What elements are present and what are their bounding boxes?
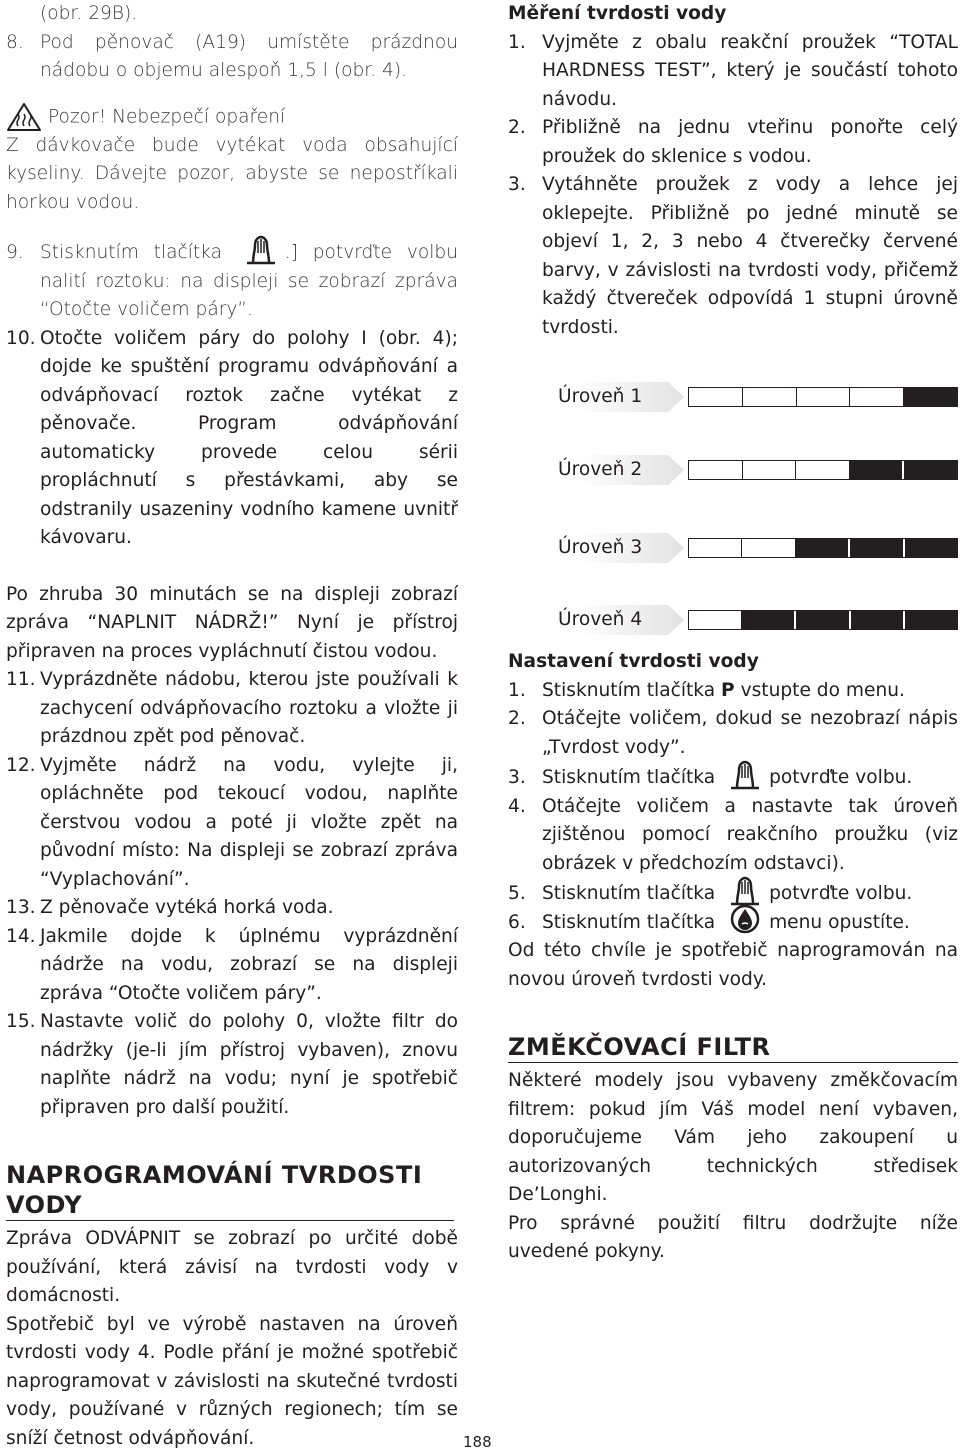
step-number: 1. [508,679,526,701]
step-text-post: potvrďte volbu. [769,883,913,904]
strip-square-filled [796,539,850,557]
paragraph-factory-setting: Spotřebič byl ve výrobě nastaven na úroveň tvrdosti vody 4. Podle přání je možné spotřebič naprogramovat v závislosti na skutečné tvrdosti vody, používané v různých regionech; tím se sníží četnost odvápňování. [6,1313,458,1449]
step-number: 3. [508,767,526,788]
level-label: Úroveň 3 [558,537,643,558]
measure-step-1 [508,29,958,115]
step-text-pre: Stisknutím tlačítka [542,679,722,701]
step-text-pre: Stisknutím tlačítka [542,767,716,788]
step-text: Vyprázdněte nádobu, kterou jste používali k zachycení odvápňovacího roztoku a vložte ji prázdnou zpět pod pěnovač. [40,669,458,747]
step-text-pre: Stisknutím tlačítka [542,883,716,904]
step-11 [6,666,458,752]
step-text: Otáčejte voličem, dokud se nezobrazí nápis „Tvrdost vody”. [542,708,958,758]
step-number: 3. [508,174,526,195]
paragraph-rinse: Po zhruba 30 minutách se na displeji zobrazí zpráva “NAPLNIT NÁDRŽ!” Nyní je přístroj připraven na proces vypláchnutí čistou vodou. [6,583,458,662]
test-strip [688,460,958,480]
step-number: 11. [6,669,36,690]
step-text-pre: Stisknutím tlačítka [40,242,222,263]
strip-square-empty [689,388,743,406]
warning-block [6,102,458,218]
paragraph-filter-instructions: Pro správné použití filtru dodržujte níže uvedené pokyny. [508,1212,958,1262]
step-number: 10. [6,327,36,349]
strip-square-filled [851,611,905,629]
item-continuation: (obr. 29B). [40,3,138,24]
strip-square-filled [850,461,905,479]
strip-square-filled [904,388,957,406]
step-number: 4. [508,795,526,817]
section-heading-softener-filter: ZMĚKČOVACÍ FILTR [508,1032,958,1063]
warning-title: Pozor! Nebezpečí opaření [48,106,286,127]
step-number: 12. [6,754,36,776]
strip-square-empty [743,388,797,406]
strip-square-empty [850,388,904,406]
step-number: 14. [6,925,36,947]
strip-square-empty [743,461,797,479]
steam-button-icon [727,760,763,790]
strip-square-empty [797,388,851,406]
strip-square-empty [689,461,743,479]
right-column [508,0,958,1267]
step-text-post: menu opustíte. [769,911,910,933]
step-8 [6,29,458,86]
step-number: 15. [6,1011,36,1032]
test-strip [688,610,958,630]
step-number: 8. [6,31,24,53]
step-text: Otáčejte voličem a nastavte tak úroveň zjištěnou pomocí reakčního proužku (viz obrázek v předchozím odstavci). [542,795,958,874]
setting-step-6 [508,909,958,938]
p-key-label: P [721,679,735,701]
strip-square-empty [796,461,850,479]
hot-water-button-icon [727,904,763,934]
step-number: 5. [508,883,526,904]
section-heading-water-hardness: NAPROGRAMOVÁNÍ TVRDOSTI VODY [6,1160,454,1221]
step-text: Vytáhněte proužek z vody a lehce jej oklepejte. Přibližně po jedné minutě se objeví 1, 2, 3 nebo 4 čtverečky červené barvy, v závislosti na tvrdosti vody, přičemž každý čtvereček odpovídá 1 stupni úrovně tvrdosti. [542,174,958,338]
hardness-level-2 [508,455,958,485]
strip-square-filled [850,539,904,557]
step-text: Vyjměte z obalu reakční proužek “TOTAL HARDNESS TEST”, který je součástí tohoto návodu. [542,31,958,110]
step-text: Nastavte volič do polohy 0, vložte filtr do nádržky (je-li jím přístroj vybaven), znovu naplňte nádrž na vodu; nyní je spotřebič připraven pro další použití. [40,1011,458,1118]
step-text-post: vstupte do menu. [734,679,905,701]
level-label: Úroveň 1 [558,386,643,407]
subheading-set-hardness: Nastavení tvrdosti vody [508,651,759,672]
hardness-level-4 [508,605,958,635]
warning-text: Z dávkovače bude vytékat voda obsahující kyseliny. Dávejte pozor, abyste se nepostříkali horkou vodou. [6,134,458,213]
strip-square-empty [689,611,742,629]
strip-square-filled [796,611,850,629]
paragraph-filter-availability: Některé modely jsou vybaveny změkčovacím filtrem: pokud jím Váš model není vybaven, doporučujeme Vám jeho zakoupení u autorizovaných technických středisek De’Longhi. [508,1070,958,1205]
step-number: 2. [508,117,526,138]
hardness-level-3 [508,533,958,563]
step-10 [6,325,458,553]
test-strip [688,538,958,558]
setting-step-3 [508,764,958,793]
hardness-level-1 [508,382,958,412]
setting-step-1 [508,677,958,706]
step-text: Otočte voličem páry do polohy I (obr. 4); dojde ke spuštění programu odvápňování a odvápňovací roztok začne vytékat z pěnovače. Program odvápňování automaticky provede celou sérii propláchnutí s přestávkami, aby se odstranily usazeniny vodního kamene uvnitř kávovaru. [40,327,458,548]
hardness-levels-figure [508,382,958,632]
steam-button-icon [727,876,763,906]
step-text-pre: Stisknutím tlačítka [542,911,716,933]
strip-square-filled [904,461,957,479]
level-label: Úroveň 4 [558,609,643,630]
test-strip [688,387,958,407]
step-text: Přibližně na jednu vteřinu ponořte celý proužek do sklenice s vodou. [542,117,958,167]
strip-square-filled [905,539,957,557]
step-number: 13. [6,897,36,918]
page-number: 188 [463,1433,492,1451]
step-9 [6,239,458,325]
step-12 [6,752,458,895]
step-number: 6. [508,911,526,933]
step-number: 1. [508,31,526,53]
strip-square-empty [689,539,742,557]
strip-square-filled [742,611,796,629]
measure-step-2 [508,114,958,171]
steam-button-icon [243,235,279,265]
step-number: 2. [508,708,526,729]
step-text: Vyjměte nádrž na vodu, vylejte ji, opláchněte pod tekoucí vodou, naplňte čerstvou vodou a poté ji vložte zpět na původní místo: Na displeji se zobrazí zpráva “Vyplachování”. [40,754,458,890]
step-text-post: potvrďte volbu. [769,767,913,788]
level-label: Úroveň 2 [558,459,643,480]
setting-step-4 [508,793,958,879]
subheading-measure-hardness: Měření tvrdosti vody [508,3,727,24]
step-13 [6,894,458,923]
step-text: Pod pěnovač (A19) umístěte prázdnou nádobu o objemu alespoň 1,5 l (obr. 4). [40,31,458,81]
step-text: Z pěnovače vytéká horká voda. [40,897,334,918]
step-15 [6,1008,458,1122]
step-14 [6,923,458,1009]
measure-step-3 [508,171,958,342]
setting-step-2 [508,705,958,762]
step-text-post: .] potvrďte volbu nalití roztoku: na displeji se zobrazí zpráva “Otočte voličem páry”. [40,242,458,320]
paragraph-descale-message: Zpráva ODVÁPNIT se zobrazí po určité době používání, která závisí na tvrdosti vody v domácnosti. [6,1228,458,1306]
step-text: Jakmile dojde k úplnému vyprázdnění nádrže na vodu, zobrazí se na displeji zpráva “Otočte voličem páry”. [40,925,458,1004]
step-number: 9. [6,242,24,263]
hot-surface-warning-icon [6,102,42,132]
strip-square-empty [742,539,795,557]
paragraph-programmed: Od této chvíle je spotřebič naprogramován na novou úroveň tvrdosti vody. [508,940,958,990]
left-column [6,0,458,1453]
strip-square-filled [905,611,957,629]
